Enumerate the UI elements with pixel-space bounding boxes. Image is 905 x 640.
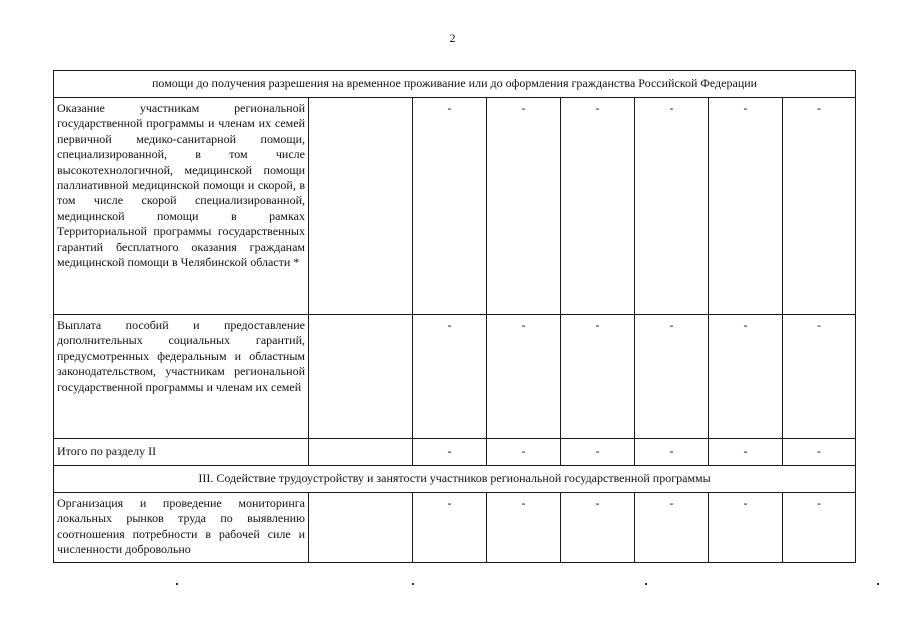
- section-header-row: [54, 466, 856, 493]
- table-row: [54, 315, 856, 439]
- row-value: -: [783, 98, 856, 315]
- row-value: -: [487, 98, 561, 315]
- scan-speck: [877, 583, 879, 585]
- row-value: -: [783, 315, 856, 439]
- total-label: Итого по разделу II: [54, 439, 309, 466]
- row-value: -: [635, 315, 709, 439]
- row-value: -: [413, 493, 487, 563]
- row-value: -: [561, 315, 635, 439]
- program-table: [53, 70, 856, 563]
- row-value: -: [487, 315, 561, 439]
- total-value: -: [783, 439, 856, 466]
- section-header-row: [54, 71, 856, 98]
- total-value: -: [561, 439, 635, 466]
- total-row: [54, 439, 856, 466]
- row-value: -: [783, 493, 856, 563]
- total-value: [309, 439, 413, 466]
- total-value: -: [413, 439, 487, 466]
- row-value: -: [413, 98, 487, 315]
- scan-speck: [645, 583, 647, 585]
- row-value: -: [561, 98, 635, 315]
- row-value: -: [413, 315, 487, 439]
- table-row: [54, 98, 856, 315]
- row-value: -: [635, 98, 709, 315]
- total-value: -: [709, 439, 783, 466]
- scan-speck: [176, 583, 178, 585]
- row-value: -: [709, 98, 783, 315]
- total-value: -: [635, 439, 709, 466]
- row-description: Организация и проведение мониторинга локальных рынков труда по выявлению соотношения потребности в рабочей силе и численности добровольно: [54, 493, 309, 563]
- row-value: -: [561, 493, 635, 563]
- row-value: [309, 315, 413, 439]
- row-value: -: [709, 493, 783, 563]
- row-value: -: [709, 315, 783, 439]
- section-header-continuation: помощи до получения разрешения на временное проживание или до оформления гражданства Российской Федерации: [54, 71, 856, 98]
- section-3-header: III. Содействие трудоустройству и занятости участников региональной государственной программы: [54, 466, 856, 493]
- row-value: [309, 493, 413, 563]
- row-description: Оказание участникам региональной государственной программы и членам их семей первичной медико-санитарной помощи, специализированной, в том числе высокотехнологичной, медицинской помощи паллиативной медицинской помощи и скорой, в том числе скорой специализированной, медицинской помощи в рамках Территориальной программы государственных гарантий бесплатного оказания гражданам медицинской помощи в Челябинской области *: [54, 98, 309, 315]
- table-row: [54, 493, 856, 563]
- row-description: Выплата пособий и предоставление дополнительных социальных гарантий, предусмотренных федеральным и областным законодательством, участникам региональной государственной программы и членам их семей: [54, 315, 309, 439]
- row-value: [309, 98, 413, 315]
- page-number: 2: [449, 31, 456, 45]
- row-value: -: [635, 493, 709, 563]
- row-value: -: [487, 493, 561, 563]
- scan-speck: [412, 583, 414, 585]
- total-value: -: [487, 439, 561, 466]
